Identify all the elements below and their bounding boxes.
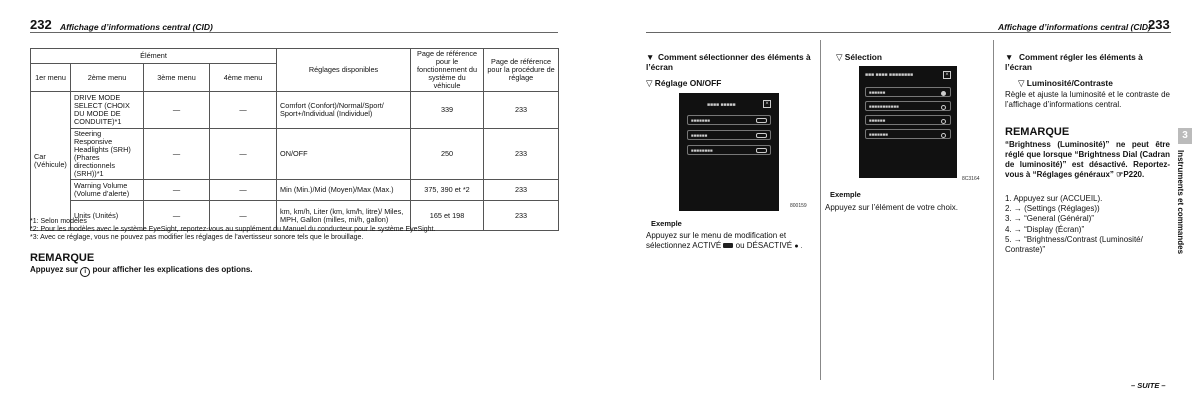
step-item: 5. → “Brightness/Contrast (Luminosité/ Contraste)”	[1005, 234, 1143, 255]
cell-settings: ON/OFF	[277, 129, 411, 180]
cell-ref1: 375, 390 et *2	[411, 180, 484, 201]
settings-table	[30, 48, 559, 231]
info-icon: i	[80, 267, 90, 277]
cell-menu2: Steering Responsive Headlights (SRH) (Phares directionnels (SRH))*1	[71, 129, 144, 180]
radio-icon	[941, 105, 946, 110]
cell-menu3: —	[144, 129, 210, 180]
subsection-onoff: ▽ Réglage ON/OFF	[646, 78, 722, 88]
table-row	[31, 129, 559, 180]
radio-selected-icon	[941, 91, 946, 96]
footnote-1: *1: Selon modèles	[30, 218, 87, 225]
screen-row: ■■■■■■	[687, 130, 771, 140]
cell-ref2: 233	[484, 129, 559, 180]
right-header-rule	[646, 32, 1171, 33]
cell-ref2: 233	[484, 180, 559, 201]
left-remarque-text	[30, 265, 253, 277]
table-row	[31, 92, 559, 129]
right-remarque-title: REMARQUE	[1005, 126, 1070, 138]
screen-row: ■■■■■■■	[865, 129, 951, 139]
right-remarque-text: “Brightness (Luminosité)” ne peut être réglé que lorsque “Brightness Dial (Cadran de luminosité)” est désactivé. Reportez-vous à “Réglages généraux” ☞P220.	[1005, 140, 1170, 179]
step-item: 3. → “General (Général)”	[1005, 214, 1094, 224]
open-triangle-icon: ▽	[836, 52, 843, 62]
close-icon: ×	[763, 100, 771, 108]
cell-menu1: Car (Véhicule)	[31, 92, 71, 231]
left-page-number: 232	[30, 17, 52, 32]
caption-example: Exemple	[830, 190, 861, 199]
cell-menu3: —	[144, 201, 210, 231]
remarque-text-after: pour afficher les explications des options.	[92, 265, 253, 274]
cell-menu4: —	[210, 180, 277, 201]
cell-ref1: 339	[411, 92, 484, 129]
image-code: 8C3164	[962, 176, 980, 182]
col4-body: Règle et ajuste la luminosité et le contraste de l’affichage d’informations central.	[1005, 90, 1170, 109]
cell-menu4: —	[210, 92, 277, 129]
onoff-screen-image	[679, 93, 779, 211]
screen-row: ■■■■■■■■■■■	[865, 101, 951, 111]
cell-ref1: 165 et 198	[411, 201, 484, 231]
toggle-icon	[756, 118, 767, 123]
column-divider	[820, 40, 821, 380]
header-element: Élément	[31, 49, 277, 64]
right-page-number: 233	[1148, 17, 1170, 32]
cell-ref2: 233	[484, 201, 559, 231]
col2-body: Appuyez sur le menu de modification et sélectionnez ACTIVÉ ou DÉSACTIVÉ ● .	[646, 231, 803, 250]
header-menu3: 3ème menu	[144, 64, 210, 92]
section-select-items: ▼ Comment sélectionner des éléments à l’écran	[646, 52, 811, 72]
close-icon: ×	[943, 71, 951, 79]
toggle-off-icon: ● .	[794, 243, 803, 250]
left-header-rule	[30, 32, 558, 33]
cell-settings: Min (Min.)/Mid (Moyen)/Max (Max.)	[277, 180, 411, 201]
cell-settings: Comfort (Confort)/Normal/Sport/ Sport+/Individual (Individuel)	[277, 92, 411, 129]
step-item: 2. → (Settings (Réglages))	[1005, 204, 1100, 214]
image-code: 800159	[790, 203, 807, 209]
step-item: 1. Appuyez sur (ACCUEIL).	[1005, 194, 1103, 203]
right-running-title: Affichage d’informations central (CID)	[998, 22, 1151, 32]
radio-icon	[941, 133, 946, 138]
cell-menu4: —	[210, 129, 277, 180]
header-ref-procedure: Page de référence pour la procédure de réglage	[484, 49, 559, 92]
cell-settings: km, km/h, Liter (km, km/h, litre)/ Miles, MPH, Gallon (milles, mi/h, gallon)	[277, 201, 411, 231]
radio-icon	[941, 119, 946, 124]
footnotes	[30, 218, 560, 242]
screen-row: ■■■■■■■	[687, 115, 771, 125]
footnote-2: *2: Pour les modèles avec le système EyeSight, reportez-vous au supplément du Manuel du conducteur pour le système EyeSight.	[30, 226, 436, 233]
open-triangle-icon: ▽	[1018, 78, 1025, 88]
down-triangle-icon: ▼	[1005, 52, 1014, 62]
left-running-title: Affichage d’informations central (CID)	[60, 22, 213, 32]
suite-label: – SUITE –	[1131, 381, 1166, 390]
header-menu4: 4ème menu	[210, 64, 277, 92]
col3-body: Appuyez sur l’élément de votre choix.	[825, 203, 958, 212]
cell-menu3: —	[144, 92, 210, 129]
caption-example: Exemple	[651, 219, 682, 228]
toggle-icon	[756, 148, 767, 153]
header-menu2: 2ème menu	[71, 64, 144, 92]
subsection-brightness: ▽ Luminosité/Contraste	[1018, 78, 1113, 88]
screen-row: ■■■■■■■■	[687, 145, 771, 155]
left-remarque-title: REMARQUE	[30, 252, 95, 264]
screen-title-bar: ■■■ ■■■■ ■■■■■■■■	[865, 72, 914, 78]
cell-menu3: —	[144, 180, 210, 201]
toggle-icon	[756, 133, 767, 138]
cell-menu2: Warning Volume (Volume d’alerte)	[71, 180, 144, 201]
remarque-text-before: Appuyez sur	[30, 265, 79, 274]
screen-title-bar: ■■■■ ■■■■■	[707, 102, 736, 108]
step-item: 4. → “Display (Écran)”	[1005, 224, 1085, 234]
toggle-on-icon	[723, 243, 733, 248]
section-adjust-items: ▼ Comment régler les éléments à l’écran	[1005, 52, 1143, 72]
steps-list	[1005, 194, 1170, 255]
header-settings: Réglages disponibles	[277, 49, 411, 92]
screen-row: ■■■■■■	[865, 115, 951, 125]
subsection-selection: ▽ Sélection	[836, 52, 883, 62]
cell-menu2: DRIVE MODE SELECT (CHOIX DU MODE DE CONDUITE)*1	[71, 92, 144, 129]
cell-ref2: 233	[484, 92, 559, 129]
table-row	[31, 180, 559, 201]
cell-menu2: Units (Unités)	[71, 201, 144, 231]
footnote-3: *3: Avec ce réglage, vous ne pouvez pas modifier les réglages de l’avertisseur sonore tels que le brouillage.	[30, 234, 364, 241]
header-ref-system: Page de référence pour le fonctionnement du système du véhicule	[411, 49, 484, 92]
cell-ref1: 250	[411, 129, 484, 180]
screen-row: ■■■■■■	[865, 87, 951, 97]
cell-menu4: —	[210, 201, 277, 231]
header-menu1: 1er menu	[31, 64, 71, 92]
chapter-tab: 3	[1178, 128, 1192, 144]
column-divider	[993, 40, 994, 380]
down-triangle-icon: ▼	[646, 52, 655, 62]
selection-screen-image	[859, 66, 957, 178]
open-triangle-icon: ▽	[646, 78, 653, 88]
chapter-label: Instruments et commandes	[1176, 150, 1185, 255]
